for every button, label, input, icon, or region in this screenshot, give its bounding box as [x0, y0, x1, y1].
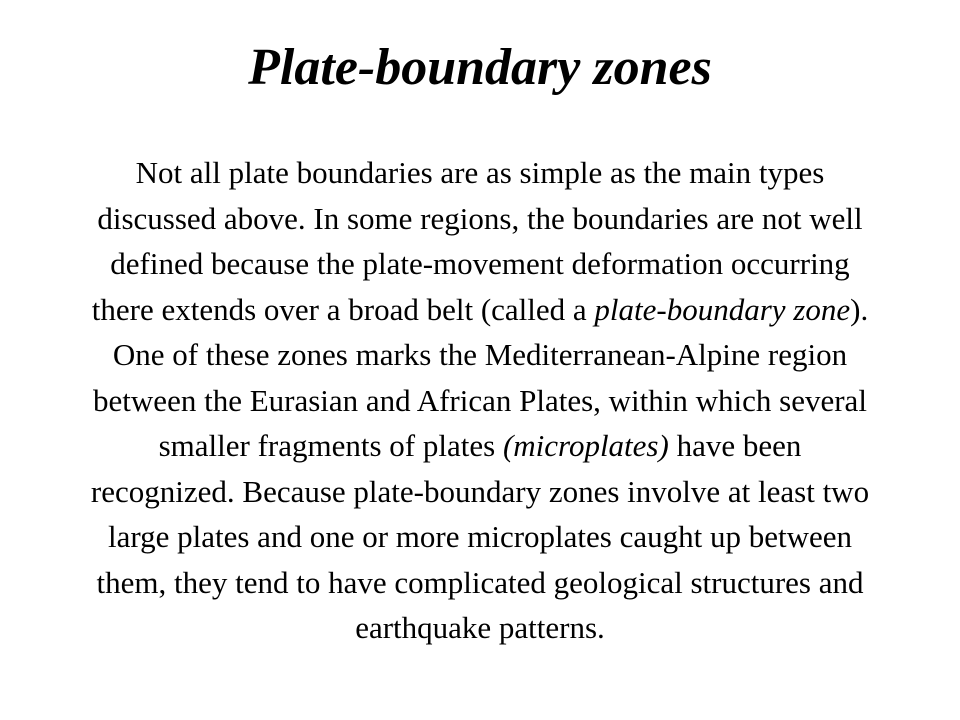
body-line: discussed above. In some regions, the boundaries are not well	[97, 200, 863, 236]
italic-term-plate-boundary-zone: plate-boundary zone	[594, 291, 851, 327]
body-line: large plates and one or more microplates caught up between	[107, 519, 852, 554]
body-line: between the Eurasian and African Plates, within which several	[93, 382, 867, 418]
body-line	[10, 287, 950, 333]
body-line: earthquake patterns.	[355, 610, 605, 645]
body-text-segment: smaller fragments of plates	[158, 428, 503, 463]
body-line: them, they tend to have complicated geological structures and	[96, 564, 864, 600]
body-line: recognized. Because plate-boundary zones involve at least two	[90, 473, 870, 509]
body-line: Not all plate boundaries are as simple as the main types	[135, 155, 825, 190]
body-line: defined because the plate-movement deformation occurring	[110, 246, 850, 281]
slide-title: Plate-boundary zones	[248, 39, 712, 96]
italic-term-microplates: (microplates)	[502, 428, 669, 463]
body-line: One of these zones marks the Mediterranean-Alpine region	[112, 337, 848, 372]
body-line	[10, 423, 950, 469]
body-text-segment: have been	[668, 428, 802, 463]
body-text-segment: there extends over a broad belt (called a	[91, 291, 595, 327]
body-text-segment: ).	[850, 291, 869, 327]
slide-body-paragraph	[10, 150, 950, 651]
